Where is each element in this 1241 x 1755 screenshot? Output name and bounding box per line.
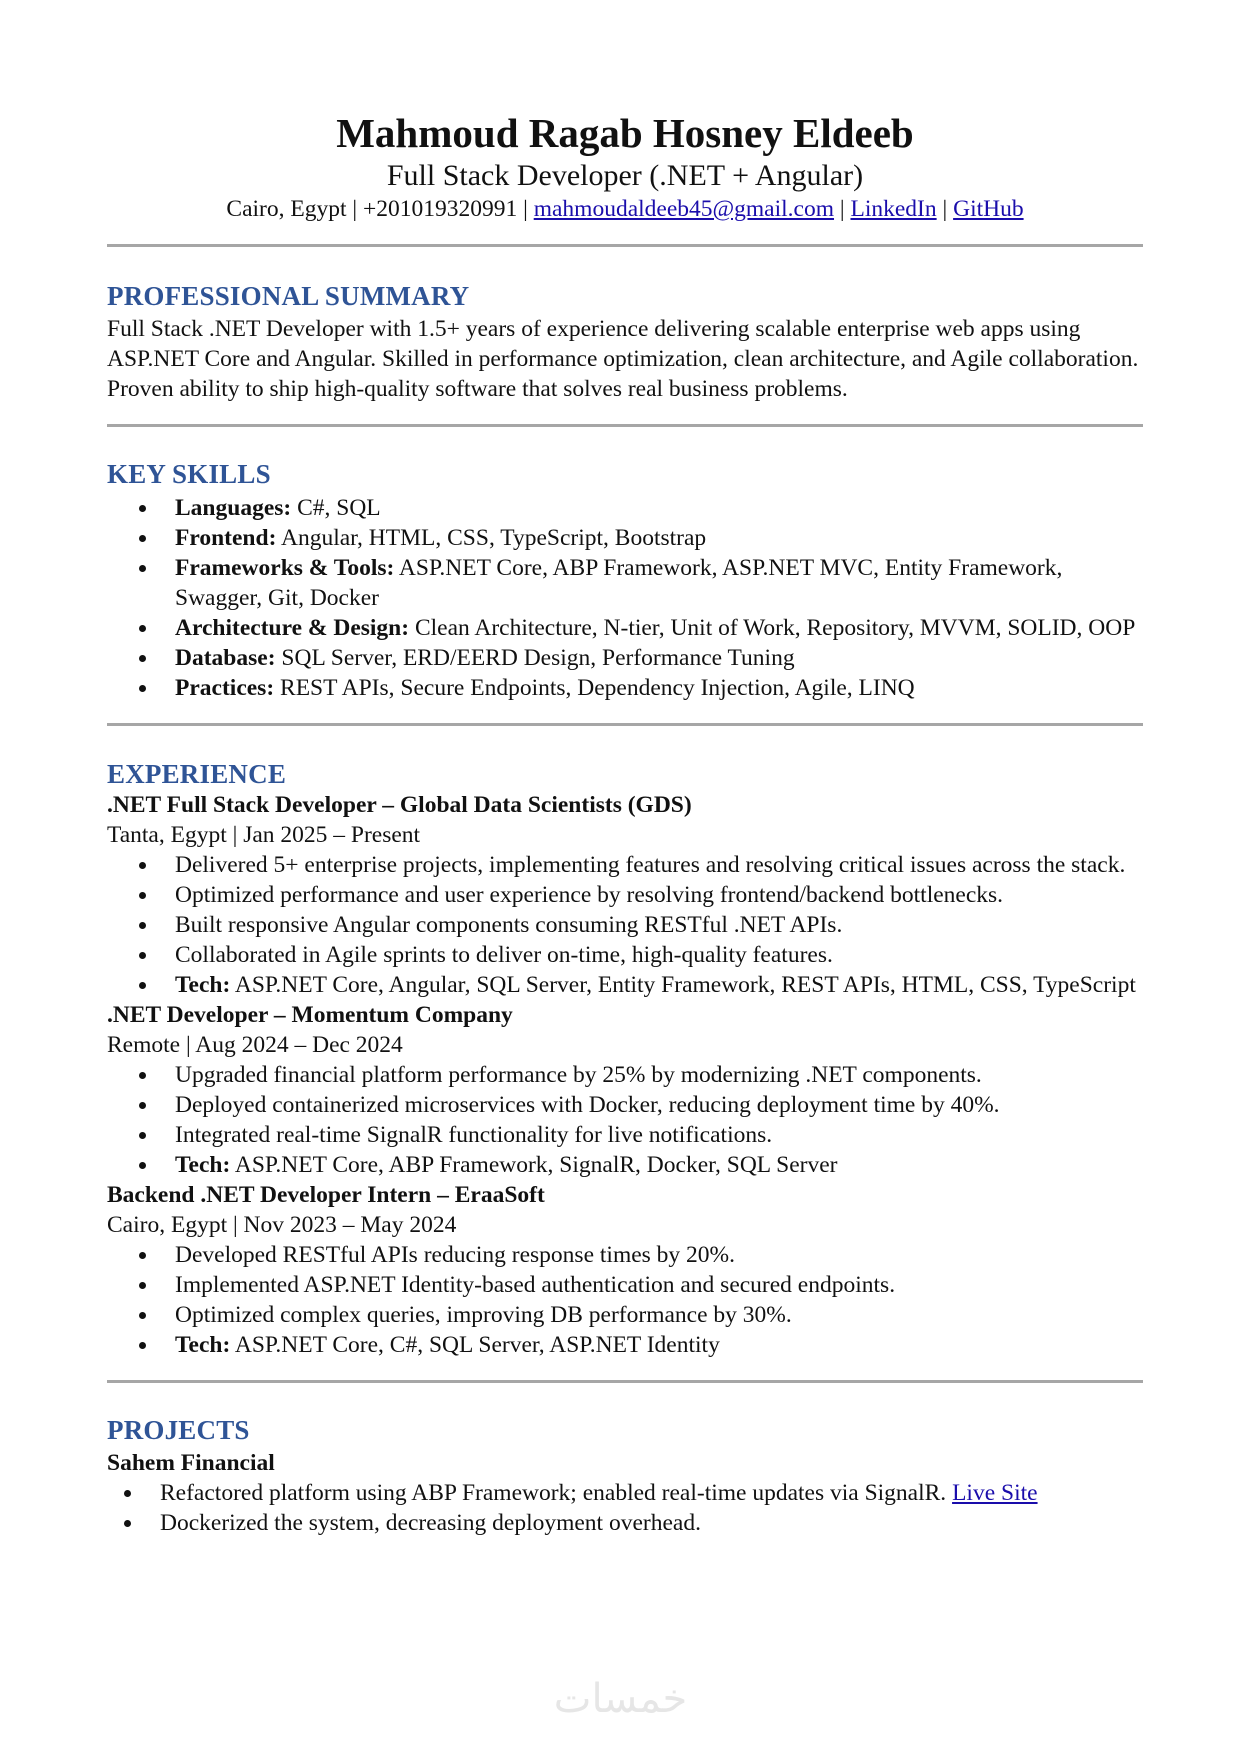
skill-value: Clean Architecture, N-tier, Unit of Work, Repository, MVVM, SOLID, OOP	[409, 615, 1136, 641]
list-item: Integrated real-time SignalR functionality for live notifications.	[107, 1120, 1143, 1150]
list-item: Optimized performance and user experience by resolving frontend/backend bottlenecks.	[107, 880, 1143, 910]
list-item: Upgraded financial platform performance by 25% by modernizing .NET components.	[107, 1060, 1143, 1090]
skill-value: REST APIs, Secure Endpoints, Dependency Injection, Agile, LINQ	[274, 675, 915, 701]
separator: |	[346, 196, 363, 222]
separator: |	[834, 196, 851, 222]
list-item	[107, 970, 1143, 1000]
job-meta: Cairo, Egypt | Nov 2023 – May 2024	[107, 1212, 457, 1238]
divider	[107, 1380, 1143, 1383]
list-item: Dockerized the system, decreasing deployment overhead.	[107, 1508, 1143, 1538]
tech-value: ASP.NET Core, ABP Framework, SignalR, Docker, SQL Server	[230, 1152, 838, 1178]
tech-label: Tech:	[175, 1152, 231, 1178]
list-item: Developed RESTful APIs reducing response times by 20%.	[107, 1240, 1143, 1270]
skill-value: ASP.NET Core, ABP Framework, ASP.NET MVC, Entity Framework, Swagger, Git, Docker	[175, 555, 1063, 611]
resume-page	[107, 110, 1143, 1538]
skills-section	[107, 458, 1143, 703]
skill-value: Angular, HTML, CSS, TypeScript, Bootstrap	[276, 525, 707, 551]
candidate-name: Mahmoud Ragab Hosney Eldeeb	[336, 110, 914, 156]
job-entry	[107, 1000, 1143, 1180]
list-item	[107, 1330, 1143, 1360]
list-item: Implemented ASP.NET Identity-based authentication and secured endpoints.	[107, 1270, 1143, 1300]
list-item: Delivered 5+ enterprise projects, implementing features and resolving critical issues across the stack.	[107, 850, 1143, 880]
list-item: Built responsive Angular components consuming RESTful .NET APIs.	[107, 910, 1143, 940]
list-item	[107, 553, 1143, 613]
section-heading: PROJECTS	[107, 1415, 250, 1445]
skill-label: Practices:	[175, 675, 275, 701]
project-bullet-text: Refactored platform using ABP Framework; enabled real-time updates via SignalR.	[160, 1480, 953, 1506]
contact-line	[107, 194, 1143, 224]
project-name: Sahem Financial	[107, 1450, 275, 1476]
github-link[interactable]: GitHub	[953, 196, 1024, 222]
list-item: Collaborated in Agile sprints to deliver on-time, high-quality features.	[107, 940, 1143, 970]
summary-section	[107, 280, 1143, 404]
list-item	[107, 1478, 1143, 1508]
tech-value: ASP.NET Core, Angular, SQL Server, Entity Framework, REST APIs, HTML, CSS, TypeScript	[230, 972, 1136, 998]
candidate-title: Full Stack Developer (.NET + Angular)	[386, 159, 864, 192]
job-entry	[107, 790, 1143, 1000]
phone: +201019320991	[362, 196, 518, 222]
list-item	[107, 643, 1143, 673]
list-item	[107, 1150, 1143, 1180]
separator: |	[936, 196, 954, 222]
job-title: Backend .NET Developer Intern – EraaSoft	[107, 1182, 545, 1208]
skills-list	[107, 493, 1143, 703]
divider	[107, 424, 1143, 427]
skill-label: Languages:	[175, 495, 292, 521]
job-meta: Tanta, Egypt | Jan 2025 – Present	[107, 822, 421, 848]
skill-value: SQL Server, ERD/EERD Design, Performance Tuning	[275, 645, 795, 671]
skill-value: C#, SQL	[291, 495, 381, 521]
section-heading: EXPERIENCE	[107, 759, 287, 789]
experience-section	[107, 758, 1143, 1360]
job-entry	[107, 1180, 1143, 1360]
projects-section	[107, 1414, 1143, 1538]
tech-value: ASP.NET Core, C#, SQL Server, ASP.NET Identity	[230, 1332, 720, 1358]
job-bullets	[107, 850, 1143, 1000]
resume-header	[107, 110, 1143, 224]
job-title: .NET Full Stack Developer – Global Data Scientists (GDS)	[107, 792, 692, 818]
job-meta: Remote | Aug 2024 – Dec 2024	[107, 1032, 403, 1058]
skill-label: Frontend:	[175, 525, 277, 551]
list-item	[107, 493, 1143, 523]
email-link[interactable]: mahmoudaldeeb45@gmail.com	[533, 196, 835, 222]
divider	[107, 244, 1143, 247]
job-bullets	[107, 1240, 1143, 1360]
separator: |	[517, 196, 534, 222]
list-item: Optimized complex queries, improving DB performance by 30%.	[107, 1300, 1143, 1330]
skill-label: Architecture & Design:	[175, 615, 410, 641]
list-item: Deployed containerized microservices with Docker, reducing deployment time by 40%.	[107, 1090, 1143, 1120]
list-item	[107, 523, 1143, 553]
tech-label: Tech:	[175, 1332, 231, 1358]
khamsat-watermark-logo: خمسات	[553, 1676, 688, 1722]
summary-text: Full Stack .NET Developer with 1.5+ years of experience delivering scalable enterprise web apps using ASP.NET Core and Angular. Skilled in performance optimization, clean architecture, and Agile collaboration. Proven ability to ship high-quality software that solves real business problems.	[107, 316, 1139, 402]
tech-label: Tech:	[175, 972, 231, 998]
linkedin-link[interactable]: LinkedIn	[850, 196, 937, 222]
job-title: .NET Developer – Momentum Company	[107, 1002, 513, 1028]
skill-label: Frameworks & Tools:	[175, 555, 395, 581]
section-heading: PROFESSIONAL SUMMARY	[107, 281, 470, 311]
location: Cairo, Egypt	[226, 196, 347, 222]
project-bullets	[107, 1478, 1143, 1538]
job-bullets	[107, 1060, 1143, 1180]
list-item	[107, 673, 1143, 703]
divider	[107, 723, 1143, 726]
live-site-link[interactable]: Live Site	[952, 1480, 1038, 1506]
list-item	[107, 613, 1143, 643]
skill-label: Database:	[175, 645, 276, 671]
section-heading: KEY SKILLS	[107, 459, 271, 489]
